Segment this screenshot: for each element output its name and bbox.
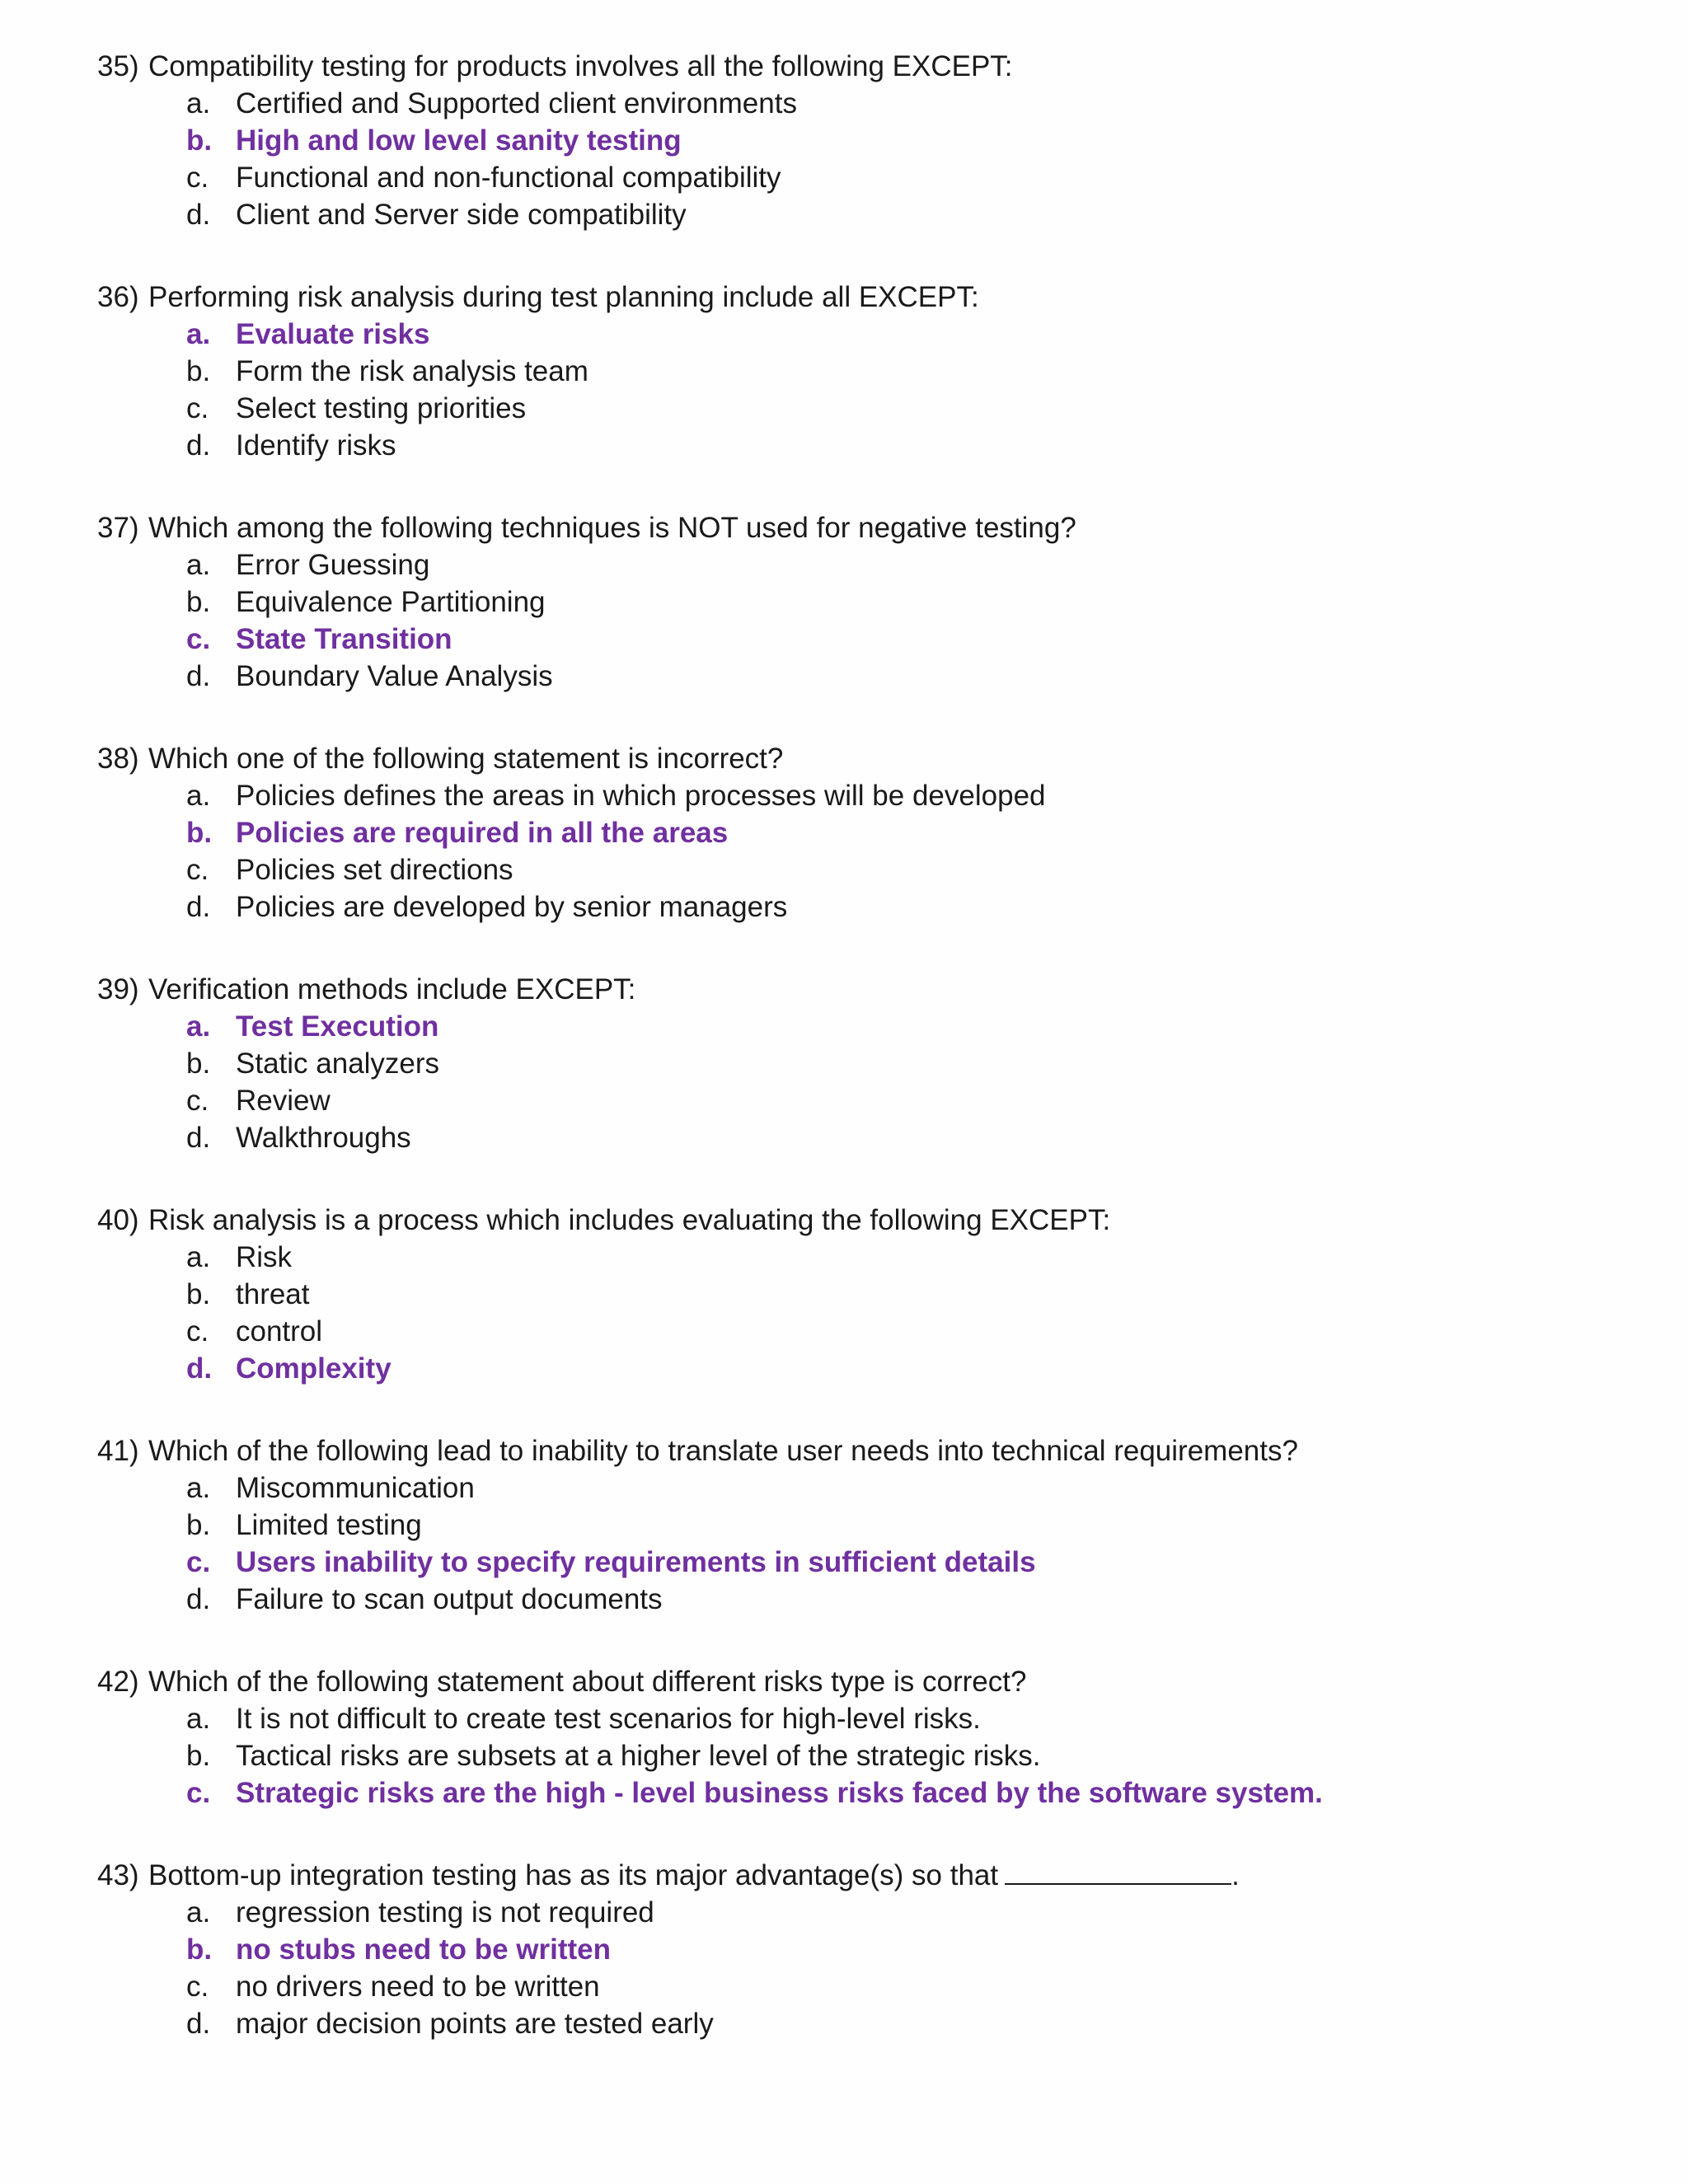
- question-text: Which of the following lead to inability to translate user needs into technical requirements?: [148, 1435, 1298, 1467]
- answer-options: [97, 777, 1647, 926]
- option-text: Select testing priorities: [236, 392, 527, 424]
- question-block: [97, 1663, 1647, 1811]
- question-text: Which of the following statement about different risks type is correct?: [148, 1666, 1027, 1698]
- answer-option: [186, 353, 1647, 390]
- option-text: Certified and Supported client environments: [236, 87, 797, 120]
- option-text: State Transition: [236, 623, 452, 655]
- option-text: Boundary Value Analysis: [236, 660, 553, 692]
- answer-option: [186, 427, 1647, 464]
- option-text: Review: [236, 1085, 331, 1117]
- option-text: threat: [236, 1278, 310, 1310]
- question-text: Performing risk analysis during test planning include all EXCEPT:: [148, 281, 979, 313]
- question-list: [97, 48, 1647, 2088]
- answer-option: [186, 2005, 1647, 2042]
- option-text: control: [236, 1315, 323, 1347]
- answer-options: [97, 1239, 1647, 1387]
- answer-option: [186, 583, 1647, 621]
- question-block: [97, 509, 1647, 695]
- answer-option: [186, 546, 1647, 583]
- question-block: [97, 279, 1647, 464]
- answer-options: [97, 1008, 1647, 1156]
- answer-option-correct: [186, 1931, 1647, 1968]
- answer-option-correct: [186, 1350, 1647, 1387]
- answer-option: [186, 390, 1647, 427]
- option-text: Complexity: [236, 1352, 392, 1385]
- question-text: Which among the following techniques is NOT used for negative testing?: [148, 512, 1076, 544]
- question-number: 39): [97, 973, 139, 1005]
- option-text: no stubs need to be written: [236, 1933, 612, 1966]
- option-letter: d.: [186, 429, 211, 462]
- option-letter: c.: [186, 1315, 209, 1347]
- answer-option: [186, 1968, 1647, 2005]
- option-letter: c.: [186, 1777, 211, 1809]
- option-text: Users inability to specify requirements in sufficient details: [236, 1546, 1036, 1578]
- option-text: major decision points are tested early: [236, 2008, 714, 2040]
- option-letter: a.: [186, 780, 211, 812]
- option-letter: b.: [186, 1278, 211, 1310]
- answer-option: [186, 1045, 1647, 1082]
- option-letter: c.: [186, 162, 209, 194]
- question-line: [97, 1202, 1647, 1239]
- question-text: Which one of the following statement is incorrect?: [148, 743, 784, 775]
- question-block: [97, 1202, 1647, 1387]
- question-line: [97, 1663, 1647, 1700]
- question-text: Bottom-up integration testing has as its major advantage(s) so that: [148, 1859, 999, 1891]
- question-block: [97, 48, 1647, 233]
- option-letter: b.: [186, 1740, 211, 1772]
- answer-option: [186, 1581, 1647, 1618]
- option-text: It is not difficult to create test scenarios for high-level risks.: [236, 1703, 981, 1735]
- option-text: Walkthroughs: [236, 1122, 411, 1154]
- question-suffix: .: [1231, 1859, 1240, 1891]
- answer-option: [186, 1276, 1647, 1313]
- option-text: Policies are developed by senior managers: [236, 891, 788, 923]
- answer-option: [186, 1700, 1647, 1737]
- question-number: 40): [97, 1204, 139, 1236]
- option-letter: c.: [186, 623, 211, 655]
- answer-options: [97, 1894, 1647, 2042]
- option-text: Strategic risks are the high - level business risks faced by the software system.: [236, 1777, 1323, 1809]
- question-number: 35): [97, 50, 139, 82]
- option-letter: c.: [186, 1085, 209, 1117]
- option-letter: b.: [186, 1509, 211, 1541]
- option-letter: c.: [186, 1971, 209, 2003]
- question-number: 37): [97, 512, 139, 544]
- answer-option-correct: [186, 1544, 1647, 1581]
- answer-option-correct: [186, 316, 1647, 353]
- option-letter: a.: [186, 1472, 211, 1504]
- option-text: High and low level sanity testing: [236, 124, 682, 157]
- option-text: Tactical risks are subsets at a higher level of the strategic risks.: [236, 1740, 1041, 1772]
- option-letter: b.: [186, 1933, 213, 1966]
- option-text: Limited testing: [236, 1509, 422, 1541]
- question-line: [97, 509, 1647, 546]
- answer-option-correct: [186, 122, 1647, 159]
- option-text: Policies are required in all the areas: [236, 817, 729, 849]
- answer-option: [186, 1737, 1647, 1774]
- option-text: Static analyzers: [236, 1047, 440, 1080]
- question-line: [97, 1432, 1647, 1469]
- option-letter: c.: [186, 854, 209, 886]
- answer-options: [97, 85, 1647, 233]
- answer-option-correct: [186, 621, 1647, 658]
- option-letter: a.: [186, 1896, 211, 1929]
- question-block: [97, 1857, 1647, 2042]
- option-text: Form the risk analysis team: [236, 355, 588, 387]
- option-text: Client and Server side compatibility: [236, 199, 687, 231]
- answer-option: [186, 1119, 1647, 1156]
- option-letter: b.: [186, 1047, 211, 1080]
- question-text: Risk analysis is a process which includes evaluating the following EXCEPT:: [148, 1204, 1111, 1236]
- option-letter: b.: [186, 817, 213, 849]
- answer-option: [186, 777, 1647, 814]
- question-block: [97, 1432, 1647, 1618]
- option-text: Error Guessing: [236, 549, 430, 581]
- answer-option: [186, 888, 1647, 926]
- option-text: no drivers need to be written: [236, 1971, 600, 2003]
- option-letter: d.: [186, 660, 211, 692]
- answer-options: [97, 546, 1647, 695]
- answer-options: [97, 316, 1647, 464]
- option-letter: d.: [186, 1583, 211, 1615]
- question-text: Verification methods include EXCEPT:: [148, 973, 636, 1005]
- question-number: 42): [97, 1666, 139, 1698]
- answer-option: [186, 1507, 1647, 1544]
- option-text: regression testing is not required: [236, 1896, 654, 1929]
- option-text: Policies defines the areas in which processes will be developed: [236, 780, 1046, 812]
- question-number: 38): [97, 743, 139, 775]
- option-letter: a.: [186, 1241, 211, 1273]
- answer-option-correct: [186, 814, 1647, 851]
- option-letter: b.: [186, 355, 211, 387]
- option-text: Test Execution: [236, 1010, 439, 1043]
- answer-options: [97, 1469, 1647, 1618]
- option-letter: a.: [186, 318, 211, 350]
- option-text: Equivalence Partitioning: [236, 586, 546, 618]
- option-text: Evaluate risks: [236, 318, 430, 350]
- question-block: [97, 740, 1647, 926]
- option-letter: a.: [186, 549, 211, 581]
- answer-option: [186, 851, 1647, 888]
- answer-option: [186, 658, 1647, 695]
- question-line: [97, 971, 1647, 1008]
- question-line: [97, 48, 1647, 85]
- answer-option-correct: [186, 1008, 1647, 1045]
- answer-option: [186, 159, 1647, 196]
- answer-option: [186, 1239, 1647, 1276]
- answer-option: [186, 1313, 1647, 1350]
- option-letter: a.: [186, 1703, 211, 1735]
- option-letter: c.: [186, 392, 209, 424]
- answer-option: [186, 85, 1647, 122]
- option-letter: a.: [186, 1010, 211, 1043]
- fill-in-blank: [1005, 1858, 1231, 1885]
- answer-option: [186, 1894, 1647, 1931]
- question-line: [97, 740, 1647, 777]
- option-letter: b.: [186, 586, 211, 618]
- option-letter: d.: [186, 1352, 213, 1385]
- option-text: Identify risks: [236, 429, 396, 462]
- option-letter: d.: [186, 2008, 211, 2040]
- answer-option: [186, 1082, 1647, 1119]
- question-text: Compatibility testing for products involves all the following EXCEPT:: [148, 50, 1013, 82]
- answer-option: [186, 1469, 1647, 1507]
- option-letter: c.: [186, 1546, 211, 1578]
- option-letter: a.: [186, 87, 211, 120]
- answer-options: [97, 1700, 1647, 1811]
- option-letter: b.: [186, 124, 213, 157]
- option-text: Policies set directions: [236, 854, 513, 886]
- answer-option: [186, 196, 1647, 233]
- option-letter: d.: [186, 891, 211, 923]
- option-letter: d.: [186, 199, 211, 231]
- answer-option-correct: [186, 1774, 1647, 1811]
- question-number: 43): [97, 1859, 139, 1891]
- question-number: 41): [97, 1435, 139, 1467]
- question-line: [97, 279, 1647, 316]
- question-block: [97, 971, 1647, 1156]
- option-letter: d.: [186, 1122, 211, 1154]
- question-line: [97, 1857, 1647, 1894]
- question-number: 36): [97, 281, 139, 313]
- option-text: Risk: [236, 1241, 293, 1273]
- option-text: Functional and non-functional compatibility: [236, 162, 781, 194]
- option-text: Miscommunication: [236, 1472, 475, 1504]
- option-text: Failure to scan output documents: [236, 1583, 663, 1615]
